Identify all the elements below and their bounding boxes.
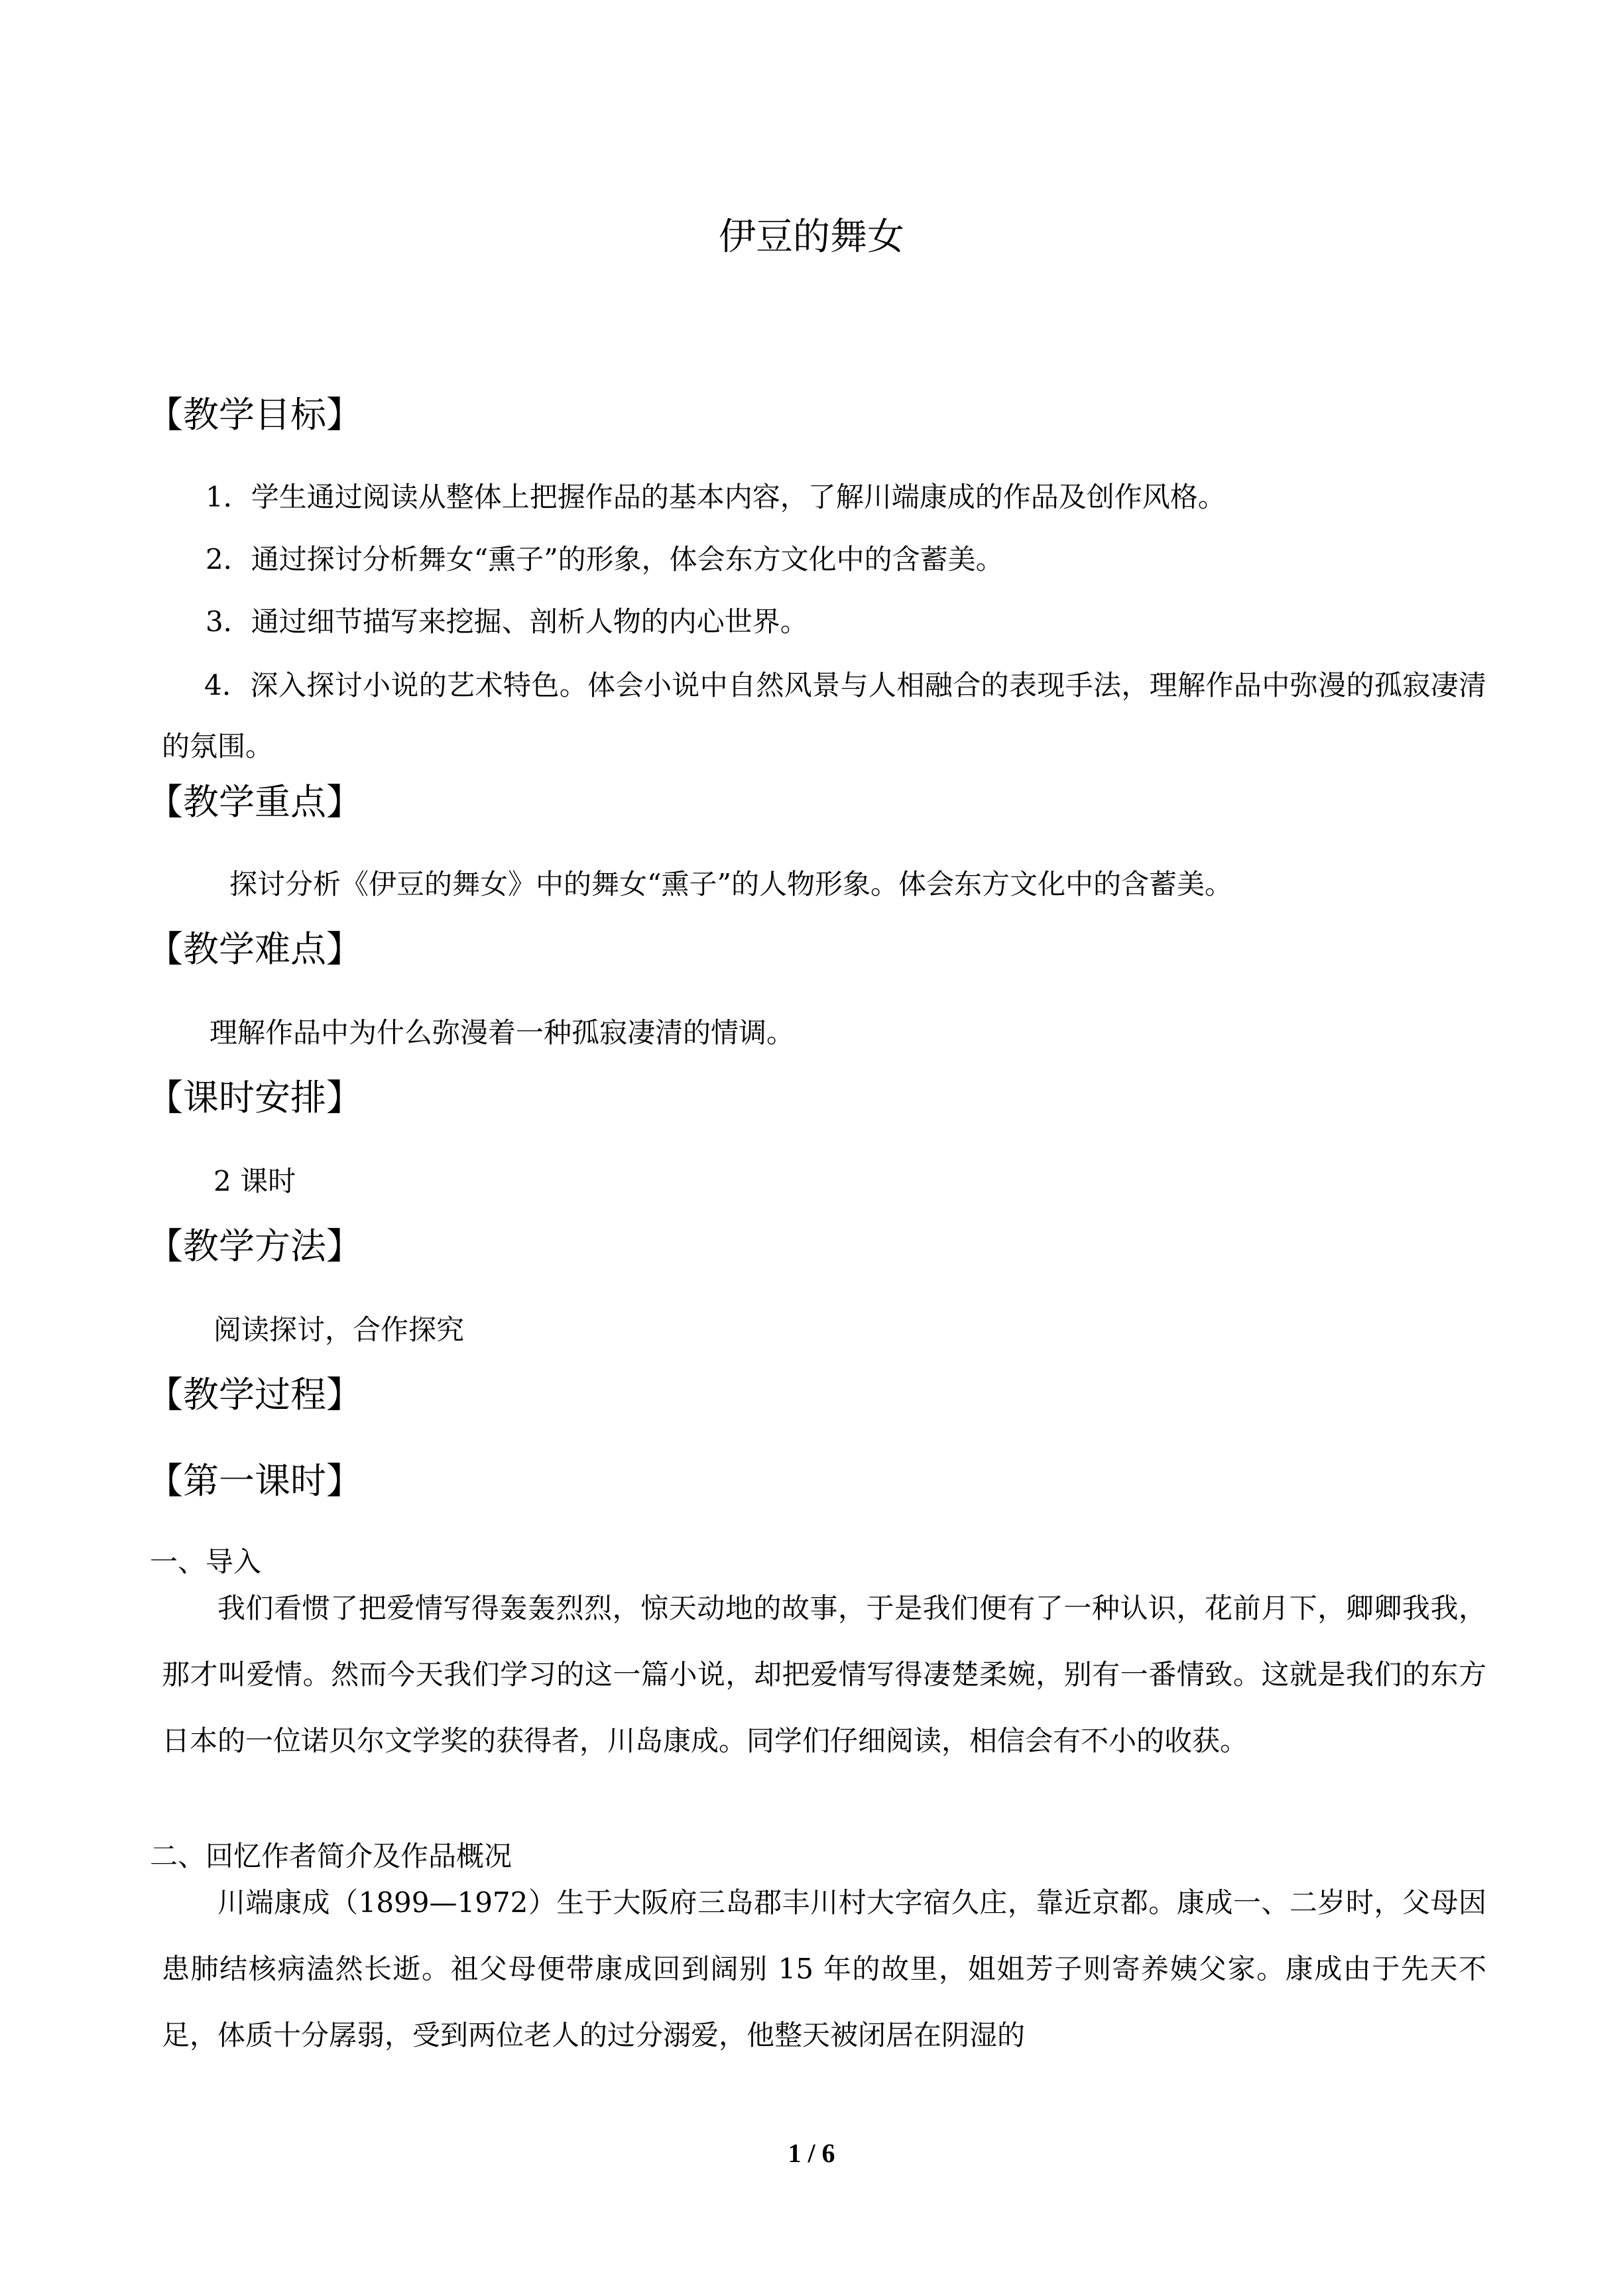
key-points-text: 探讨分析《伊豆的舞女》中的舞女“熏子”的人物形象。体会东方文化中的含蓄美。 <box>229 868 1232 900</box>
schedule-text: 2 课时 <box>213 1165 296 1197</box>
heading-teaching-goals: 【教学目标】 <box>147 394 362 436</box>
intro-heading: 一、导入 <box>150 1545 262 1578</box>
goal-item-4: 4．深入探讨小说的艺术特色。体会小说中自然风景与人相融合的表现手法，理解作品中弥漫的孤寂凄清的氛围。 <box>162 669 1486 762</box>
heading-methods: 【教学方法】 <box>147 1225 362 1267</box>
document-title: 伊豆的舞女 <box>719 215 904 259</box>
methods-text: 阅读探讨，合作探究 <box>213 1313 465 1346</box>
heading-lesson-1: 【第一课时】 <box>147 1460 362 1502</box>
intro-paragraph: 我们看惯了把爱情写得轰轰烈烈，惊天动地的故事，于是我们便有了一种认识，花前月下，卿卿我我，那才叫爱情。然而今天我们学习的这一篇小说，却把爱情写得凄楚柔婉，别有一番情致。这就是我们的东方日本的一位诺贝尔文学奖的获得者，川岛康成。同学们仔细阅读，相信会有不小的收获。 <box>162 1592 1486 1757</box>
page-number: 1 / 6 <box>788 2138 835 2168</box>
heading-key-points: 【教学重点】 <box>147 781 362 823</box>
heading-process: 【教学过程】 <box>147 1374 362 1416</box>
difficulties-text: 理解作品中为什么弥漫着一种孤寂凄清的情调。 <box>210 1016 795 1049</box>
goal-item-3: 3．通过细节描写来挖掘、剖析人物的内心世界。 <box>206 605 808 638</box>
goal-item-2: 2．通过探讨分析舞女“熏子”的形象，体会东方文化中的含蓄美。 <box>206 543 1004 575</box>
author-heading: 二、回忆作者简介及作品概况 <box>150 1840 512 1872</box>
heading-schedule: 【课时安排】 <box>147 1077 362 1118</box>
heading-difficulties: 【教学难点】 <box>147 928 362 970</box>
author-paragraph: 川端康成（1899—1972）生于大阪府三岛郡丰川村大字宿久庄，靠近京都。康成一、二岁时，父母因患肺结核病溘然长逝。祖父母便带康成回到阔别 15 年的故里，姐姐芳子则寄养姨父家。康成由于先天不足，体质十分孱弱，受到两位老人的过分溺爱，他整天被闭居在阴湿的 <box>162 1886 1486 2051</box>
goal-item-1: 1．学生通过阅读从整体上把握作品的基本内容，了解川端康成的作品及创作风格。 <box>206 481 1226 513</box>
